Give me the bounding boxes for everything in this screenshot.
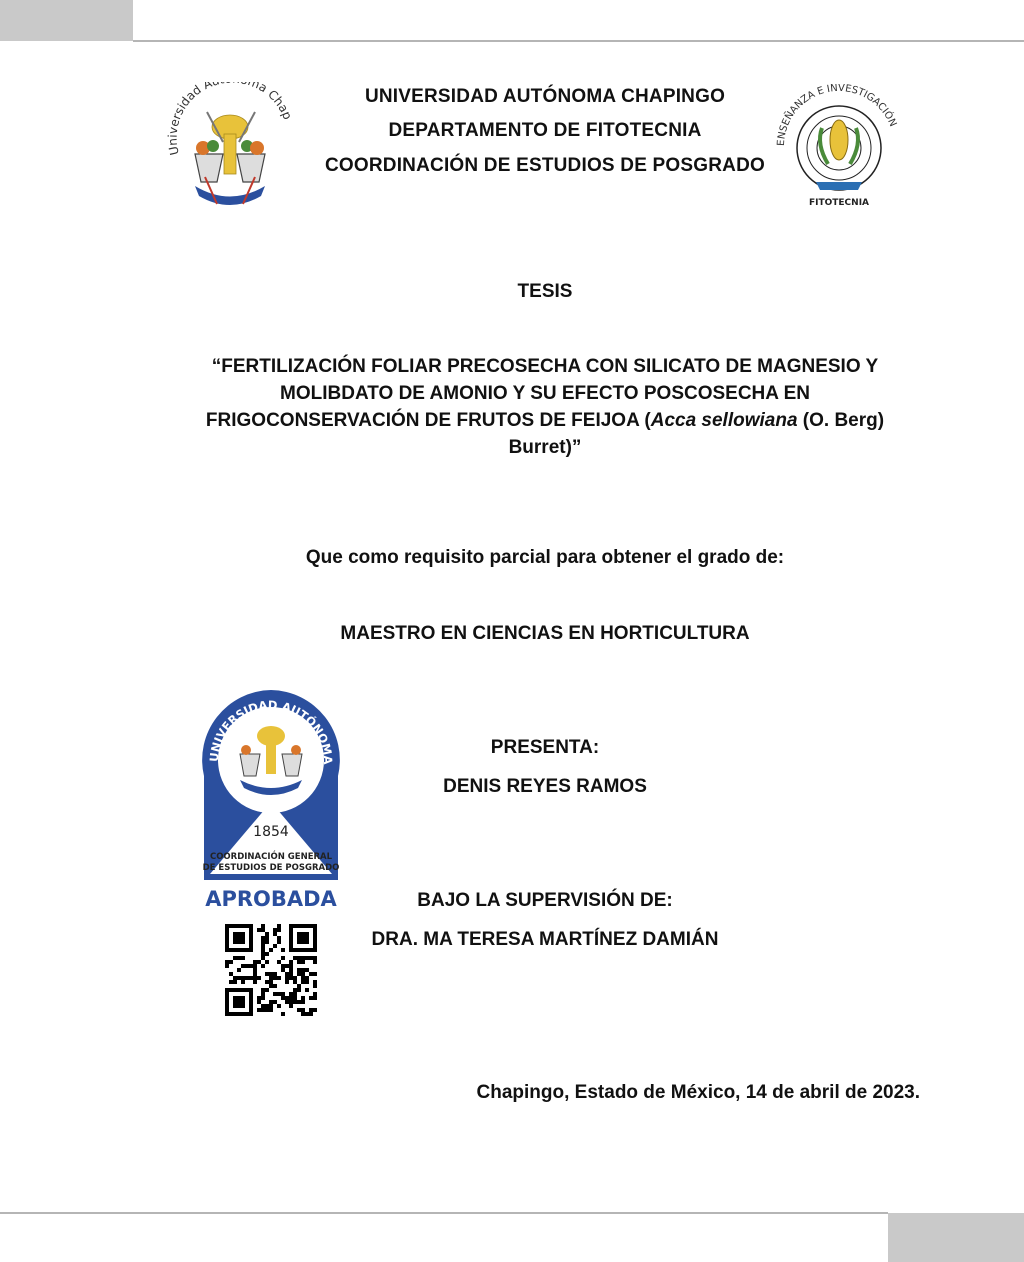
qr-code <box>225 924 317 1016</box>
university-logo <box>165 82 295 212</box>
stamp-year: 1854 <box>253 824 289 840</box>
header-coordination: COORDINACIÓN DE ESTUDIOS DE POSGRADO <box>324 155 766 176</box>
bottom-gray-block <box>888 1213 1024 1262</box>
thesis-title-part2: (O. Berg) Burret)” <box>508 410 885 458</box>
thesis-title-part1: “FERTILIZACIÓN FOLIAR PRECOSECHA CON SILICATO DE MAGNESIO Y MOLIBDATO DE AMONIO Y SU EFECTO POSCOSECHA EN FRIGOCONSERVACIÓN DE FRUTOS DE FEIJOA ( <box>205 356 879 431</box>
place-date: Chapingo, Estado de México, 14 de abril de 2023. <box>476 1082 920 1103</box>
stamp-arc-text: UNIVERSIDAD AUTÓNOMA <box>206 697 336 765</box>
presenta-label: PRESENTA: <box>490 737 600 758</box>
top-rule <box>133 40 1024 42</box>
fitotecnia-logo <box>772 84 904 210</box>
supervisor-name: DRA. MA TERESA MARTÍNEZ DAMIÁN <box>371 929 719 950</box>
fitotecnia-label: FITOTECNIA <box>808 198 870 208</box>
approval-stamp <box>196 684 346 914</box>
degree-name: MAESTRO EN CIENCIAS EN HORTICULTURA <box>340 623 750 644</box>
university-logo-text: Universidad A ma Chap <box>165 82 295 157</box>
fitotecnia-arc-text: ENSEÑANZA E INVESTIGACIÓN <box>775 84 899 147</box>
stamp-coord-line2: DE ESTUDIOS DE POSGRADO <box>202 863 340 873</box>
stamp-coord-line1: COORDINACIÓN GENERAL <box>209 852 333 862</box>
header-university: UNIVERSIDAD AUTÓNOMA CHAPINGO <box>364 86 726 107</box>
header-department: DEPARTAMENTO DE FITOTECNIA <box>388 120 702 141</box>
requirement-text: Que como requisito parcial para obtener el grado de: <box>305 547 785 568</box>
stamp-status: APROBADA <box>205 887 337 911</box>
doc-type: TESIS <box>517 281 573 302</box>
thesis-title-species: Acca sellowiana <box>650 410 798 431</box>
bottom-rule <box>0 1212 888 1214</box>
thesis-title <box>180 353 910 461</box>
top-gray-block <box>0 0 133 41</box>
author-name: DENIS REYES RAMOS <box>443 776 647 797</box>
supervision-label: BAJO LA SUPERVISIÓN DE: <box>417 890 673 911</box>
